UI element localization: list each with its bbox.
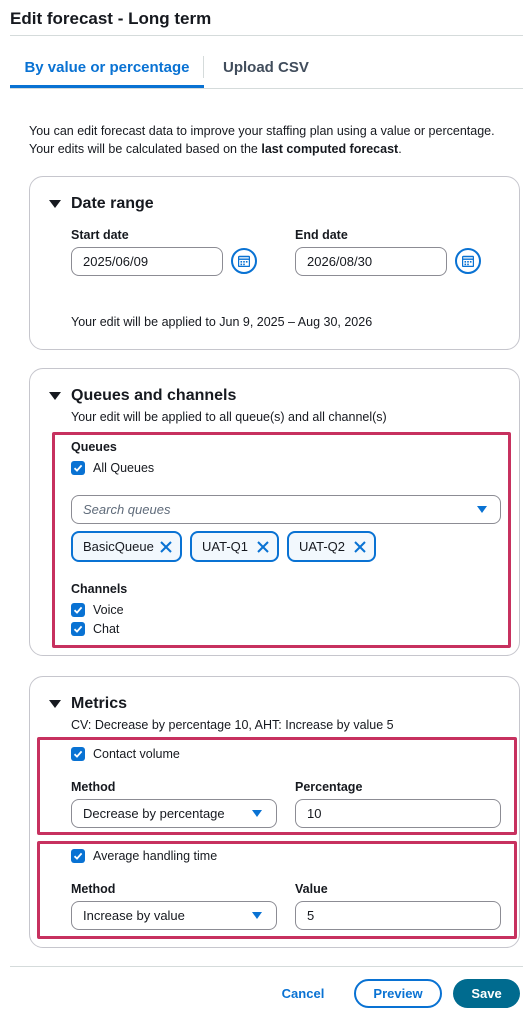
end-date-input[interactable]: 2026/08/30	[295, 247, 447, 276]
queue-token-basicqueue	[71, 531, 182, 562]
queues-channels-subtitle: Your edit will be applied to all queue(s) and all channel(s)	[71, 410, 387, 424]
queue-token-uat-q2	[287, 531, 376, 562]
intro-line-2-bold: last computed forecast	[261, 142, 399, 156]
queue-token-label: UAT-Q1	[202, 539, 248, 554]
remove-uat-q1-icon[interactable]	[257, 541, 269, 553]
cv-method-select[interactable]: Decrease by percentage	[71, 799, 277, 828]
save-button[interactable]: Save	[453, 979, 520, 1008]
dialog-title: Edit forecast - Long term	[10, 9, 212, 28]
contact-volume-label: Contact volume	[93, 747, 180, 761]
metrics-subtitle: CV: Decrease by percentage 10, AHT: Increase by value 5	[71, 718, 394, 732]
intro-line-2-suffix: .	[398, 142, 402, 156]
metrics-collapse-caret-icon[interactable]	[49, 700, 61, 708]
tab-by-value-or-percentage[interactable]: By value or percentage	[10, 52, 204, 88]
channels-label: Channels	[71, 582, 128, 596]
cv-method-label: Method	[71, 780, 116, 794]
contact-volume-checkbox[interactable]	[71, 747, 85, 761]
aht-method-dropdown-icon[interactable]	[252, 912, 262, 919]
end-date-calendar-icon[interactable]	[455, 248, 481, 274]
footer-divider	[10, 966, 523, 967]
queue-token-uat-q1	[190, 531, 279, 562]
start-date-label: Start date	[71, 228, 129, 242]
all-queues-checkbox[interactable]	[71, 461, 85, 475]
chat-checkbox[interactable]	[71, 622, 85, 636]
cancel-button[interactable]: Cancel	[281, 986, 325, 1001]
cv-percentage-input[interactable]: 10	[295, 799, 501, 828]
search-queues-dropdown-icon[interactable]	[477, 506, 487, 513]
metrics-card	[29, 676, 520, 948]
tab-upload-csv[interactable]: Upload CSV	[223, 59, 309, 76]
queue-token-label: UAT-Q2	[299, 539, 345, 554]
header-divider	[10, 35, 523, 36]
queues-channels-card	[29, 368, 520, 656]
search-queues-select[interactable]: Search queues	[71, 495, 501, 524]
cv-method-dropdown-icon[interactable]	[252, 810, 262, 817]
queues-channels-title[interactable]: Queues and channels	[71, 387, 237, 404]
queue-token-label: BasicQueue	[83, 539, 154, 554]
end-date-label: End date	[295, 228, 348, 242]
aht-label: Average handling time	[93, 849, 218, 863]
voice-checkbox[interactable]	[71, 603, 85, 617]
aht-value-input[interactable]: 5	[295, 901, 501, 930]
aht-method-label: Method	[71, 882, 116, 896]
cv-percentage-label: Percentage	[295, 780, 363, 794]
voice-label: Voice	[93, 603, 124, 617]
start-date-calendar-icon[interactable]	[231, 248, 257, 274]
remove-uat-q2-icon[interactable]	[354, 541, 366, 553]
queues-label: Queues	[71, 440, 117, 454]
remove-basicqueue-icon[interactable]	[160, 541, 172, 553]
start-date-input[interactable]: 2025/06/09	[71, 247, 223, 276]
metrics-title[interactable]: Metrics	[71, 695, 128, 712]
tab-divider	[203, 56, 204, 78]
aht-value-label: Value	[295, 882, 328, 896]
chat-label: Chat	[93, 622, 120, 636]
queues-channels-collapse-caret-icon[interactable]	[49, 392, 61, 400]
aht-checkbox[interactable]	[71, 849, 85, 863]
intro-line-2	[29, 140, 519, 158]
intro-line-2-prefix: Your edits will be calculated based on the	[29, 142, 262, 156]
all-queues-label: All Queues	[93, 461, 155, 475]
aht-method-select[interactable]: Increase by value	[71, 901, 277, 930]
date-range-summary: Your edit will be applied to Jun 9, 2025 – Aug 30, 2026	[71, 315, 373, 329]
tab-bar	[10, 52, 523, 89]
preview-button[interactable]: Preview	[354, 979, 442, 1008]
intro-text	[29, 122, 519, 158]
date-range-collapse-caret-icon[interactable]	[49, 200, 61, 208]
intro-line-1: You can edit forecast data to improve your staffing plan using a value or percentage.	[29, 124, 495, 138]
date-range-title[interactable]: Date range	[71, 195, 154, 212]
date-range-card	[29, 176, 520, 350]
